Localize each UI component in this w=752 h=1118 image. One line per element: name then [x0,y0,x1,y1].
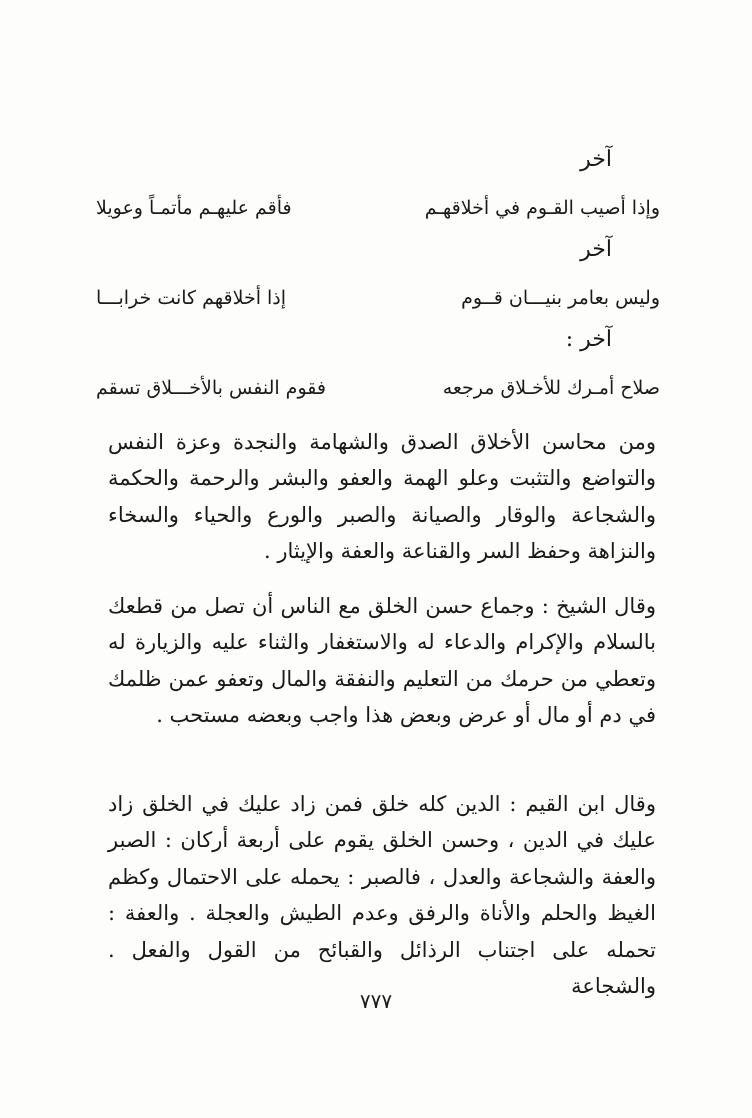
paragraph-1 [108,424,656,570]
page-number: ٧٧٧ [359,989,393,1013]
paragraph-1-text: ومن محاسن الأخلاق الصدق والشهامة والنجدة وعزة النفس والتواضع والتثبت وعلو الهمة والعفو والبشر والرحمة والحكمة والشجاعة والوقار والصيانة والصبر والورع والحياء والسخاء والنزاهة وحفظ السر والقناعة والعفة والإيثار . [108,430,656,564]
paragraph-2-text: وقال الشيخ : وجماع حسن الخلق مع الناس أن تصل من قطعك بالسلام والإكرام والدعاء له والاستغفار والثناء عليه والزيارة له وتعطي من حرمك من التعليم والنفقة والمال وتعفو عمن ظلمك في دم أو مال أو عرض وبعض هذا واجب وبعضه مستحب . [108,594,656,728]
poem-verse-3 [96,373,660,403]
verse-2-second-hemistich: إذا أخلاقهم كانت خرابـــا [96,287,287,309]
verse-1-first-hemistich: وإذا أصيب القـوم في أخلاقهـم [424,197,660,219]
poem-heading-3: آخر : [565,327,612,352]
verse-3-first-hemistich: صلاح أمـرك للأخـلاق مرجعه [442,377,660,399]
poem-heading-1: آخر [580,147,612,172]
paragraph-2 [108,588,656,734]
poem-verse-1 [96,193,660,223]
verse-2-first-hemistich: وليس بعامر بنيـــان قــوم [461,287,660,309]
verse-3-second-hemistich: فقوم النفس بالأخـــلاق تسقم [96,377,326,399]
poem-heading-2: آخر [580,237,612,262]
paragraph-3-text: وقال ابن القيم : الدين كله خلق فمن زاد عليك في الخلق زاد عليك في الدين ، وحسن الخلق يقوم على أربعة أركان : الصبر والعفة والشجاعة والعدل ، فالصبر : يحمله على الاحتمال وكظم الغيظ والحلم والأناة والرفق وعدم الطيش والعجلة . والعفة : تحمله على اجتناب الرذائل والقبائح من القول والفعل . والشجاعة [108,792,656,999]
verse-1-second-hemistich: فأقم عليهـم مأتمـاً وعويلا [96,197,292,219]
paragraph-3 [108,786,656,1004]
poem-verse-2 [96,283,660,313]
